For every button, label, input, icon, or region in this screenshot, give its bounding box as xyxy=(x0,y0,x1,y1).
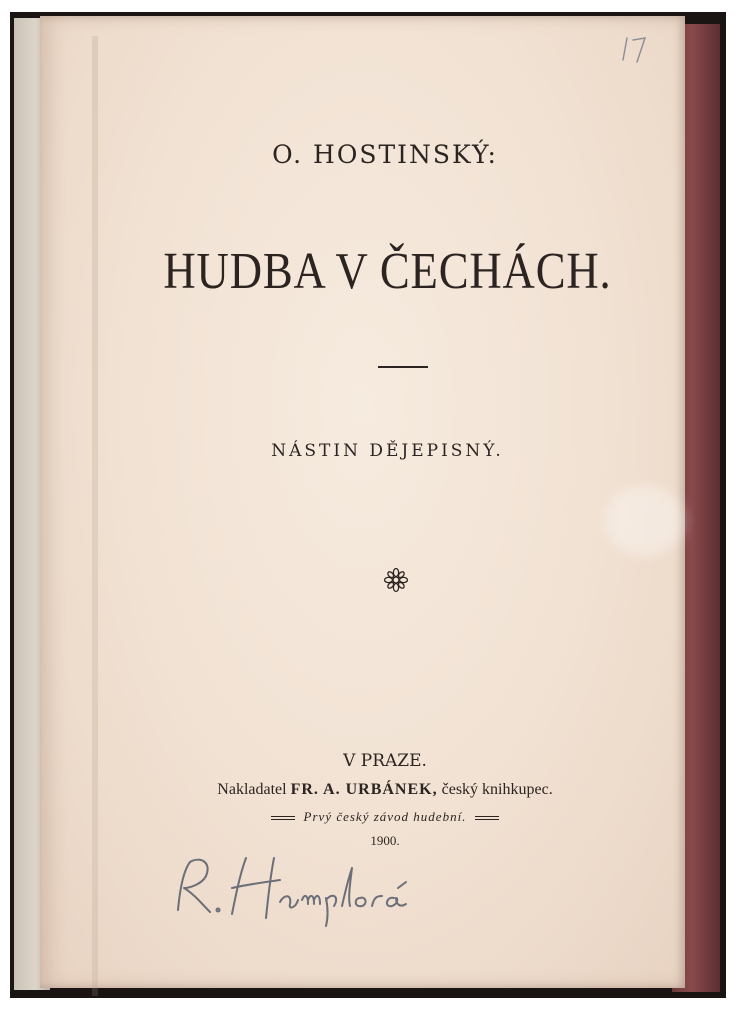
publisher-prefix: Nakladatel xyxy=(217,781,287,798)
pencil-note xyxy=(615,30,655,70)
publication-year: 1900. xyxy=(370,833,400,848)
author-name: O. HOSTINSKÝ: xyxy=(272,140,498,169)
publisher-line xyxy=(85,781,685,799)
gutter-shadow xyxy=(92,36,98,996)
flower-ornament-icon xyxy=(383,567,409,593)
publisher-name: FR. A. URBÁNEK, xyxy=(290,781,438,798)
publication-place: V PRAZE. xyxy=(343,751,427,771)
tagline-dash-right xyxy=(475,816,499,820)
paper-stain xyxy=(605,486,685,556)
publisher-suffix: český knihkupec. xyxy=(441,781,553,798)
handwritten-signature xyxy=(170,848,430,928)
publisher-tagline: Prvý český závod hudební. xyxy=(303,809,467,824)
tagline-dash-left xyxy=(271,816,295,820)
book-title: HUDBA V ČECHÁCH. xyxy=(163,243,612,300)
publisher-tagline-line xyxy=(85,809,685,825)
title-divider xyxy=(378,366,428,368)
title-page xyxy=(40,16,685,988)
book-subtitle: NÁSTIN DĚJEPISNÝ. xyxy=(271,441,504,461)
